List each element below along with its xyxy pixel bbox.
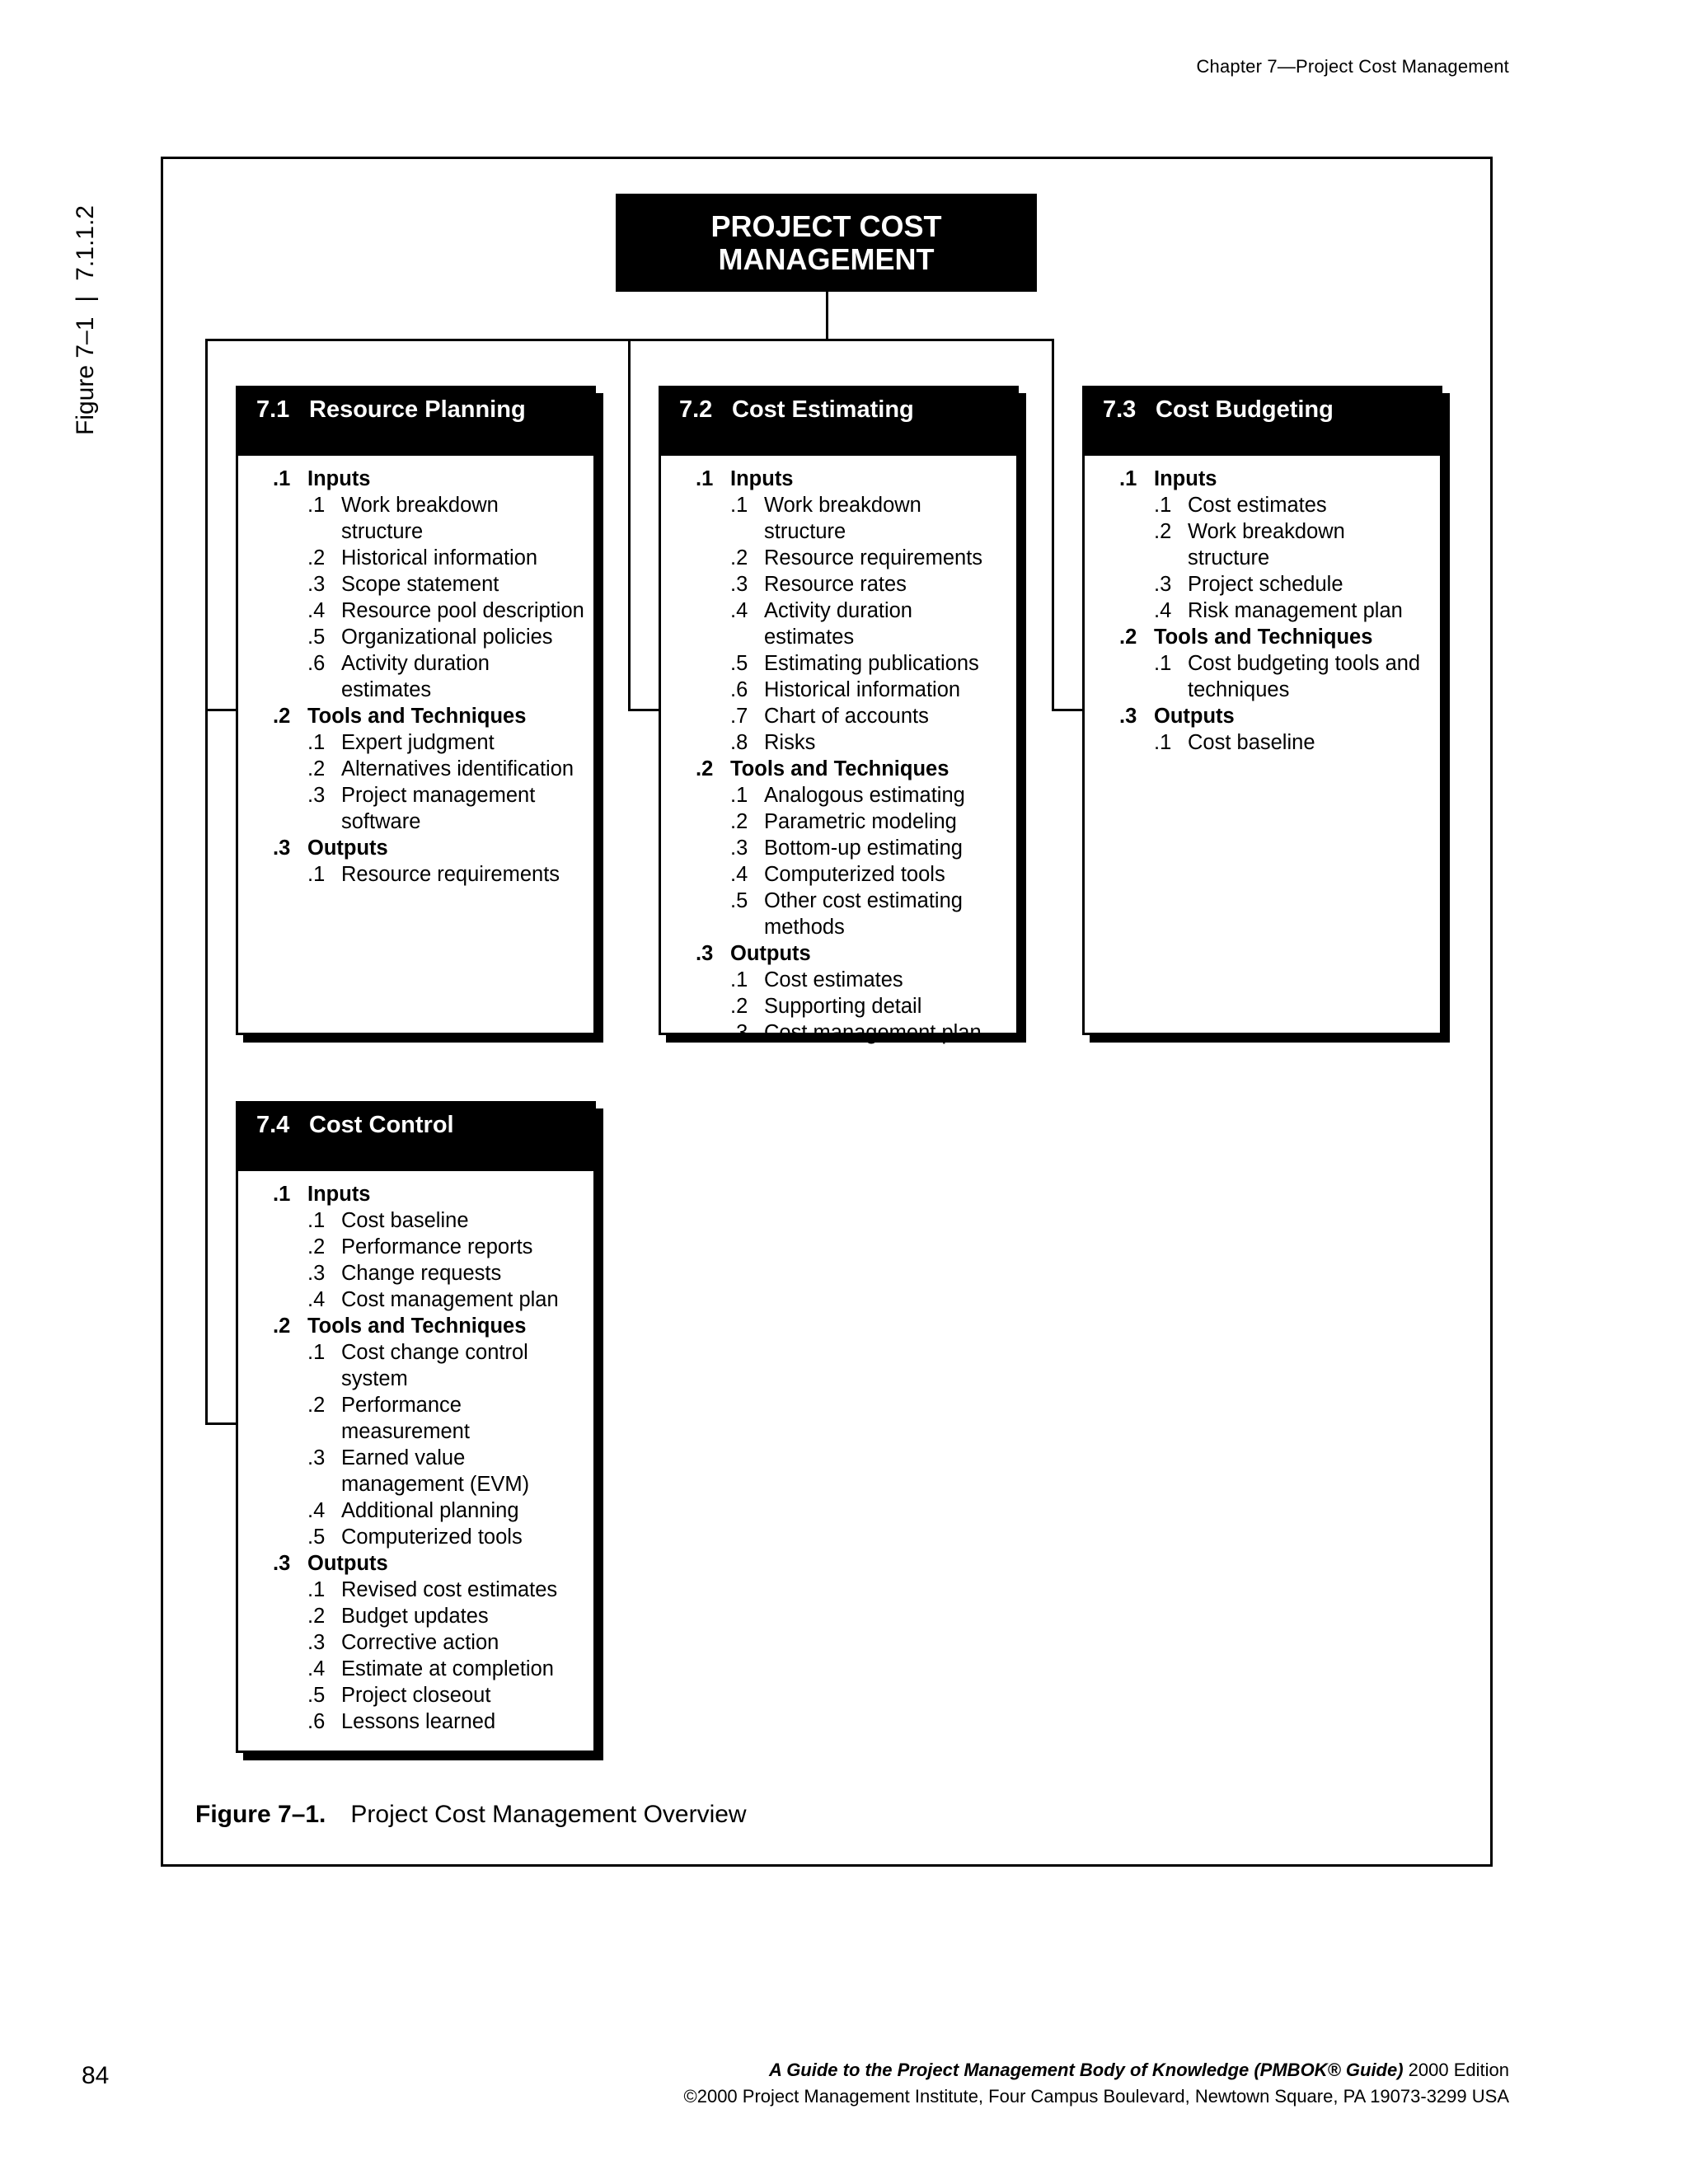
item-number: .6	[307, 652, 326, 675]
item-text: Computerized tools	[764, 863, 945, 886]
item-number: .2	[730, 810, 748, 833]
item-number: .5	[307, 626, 326, 649]
item-text: Risk management plan	[1188, 599, 1403, 622]
item-text: Bottom-up estimating	[764, 837, 963, 860]
section-title: Tools and Techniques	[1154, 626, 1373, 649]
item-number: .1	[307, 863, 326, 886]
section-heading	[1119, 466, 1440, 492]
footer-edition: 2000 Edition	[1403, 2060, 1509, 2080]
list-item	[696, 492, 1016, 545]
section-title: Inputs	[1154, 467, 1217, 490]
item-number: .2	[307, 1235, 326, 1258]
item-text: Project management software	[341, 784, 536, 833]
section-number: .2	[273, 1315, 291, 1338]
process-name: Cost Estimating	[732, 396, 914, 423]
section-heading	[273, 1313, 593, 1339]
list-item	[273, 1445, 593, 1497]
item-text: Performance measurement	[341, 1394, 470, 1443]
section-heading	[1119, 703, 1440, 729]
footer-guide-line	[684, 2057, 1509, 2083]
connector-left-tick-4	[205, 1422, 238, 1425]
list-item	[273, 756, 593, 782]
item-text: Estimate at completion	[341, 1657, 554, 1680]
list-item	[696, 835, 1016, 861]
list-item	[696, 545, 1016, 571]
item-number: .1	[730, 494, 748, 517]
list-item	[273, 1392, 593, 1445]
section-title: Tools and Techniques	[730, 757, 950, 780]
list-item	[696, 729, 1016, 756]
item-number: .2	[307, 1394, 326, 1417]
section-heading	[696, 756, 1016, 782]
item-number: .1	[730, 968, 748, 991]
list-item	[1119, 598, 1440, 624]
footer-guide-title: A Guide to the Project Management Body of Knowledge (PMBOK® Guide)	[769, 2060, 1404, 2080]
connector-title-stem	[826, 292, 828, 340]
process-box-resource-planning	[236, 386, 596, 1035]
list-item	[696, 703, 1016, 729]
item-text: Cost estimates	[764, 968, 903, 991]
item-number: .3	[307, 1631, 326, 1654]
connector-right-tick	[1052, 709, 1085, 711]
item-number: .3	[307, 1446, 326, 1469]
side-figure-number: Figure 7–1	[72, 316, 99, 435]
footer-citation	[684, 2057, 1509, 2110]
item-number: .8	[730, 731, 748, 754]
page-number: 84	[82, 2062, 110, 2089]
process-number: 7.1	[256, 396, 290, 423]
list-item	[273, 1708, 593, 1735]
item-text: Project schedule	[1188, 573, 1343, 596]
item-text: Lessons learned	[341, 1710, 496, 1733]
list-item	[273, 1682, 593, 1708]
process-name: Cost Budgeting	[1156, 396, 1334, 423]
side-figure-label	[69, 155, 102, 435]
item-text: Project closeout	[341, 1684, 491, 1707]
item-text: Change requests	[341, 1262, 502, 1285]
item-number: .6	[307, 1710, 326, 1733]
item-number: .2	[730, 995, 748, 1018]
item-number: .1	[307, 1578, 326, 1601]
side-separator: |	[72, 295, 99, 302]
list-item	[273, 1629, 593, 1656]
list-item	[1119, 650, 1440, 703]
section-number: .1	[273, 467, 291, 490]
section-title: Tools and Techniques	[307, 1315, 527, 1338]
list-item	[273, 650, 593, 703]
list-item	[696, 967, 1016, 993]
section-number: .2	[273, 705, 291, 728]
section-title: Inputs	[307, 467, 371, 490]
list-item	[273, 545, 593, 571]
process-name: Cost Control	[309, 1112, 454, 1138]
list-item	[273, 1524, 593, 1550]
item-text: Expert judgment	[341, 731, 495, 754]
item-number: .1	[307, 494, 326, 517]
item-number: .3	[730, 837, 748, 860]
item-text: Risks	[764, 731, 816, 754]
connector-right-vertical	[1052, 339, 1054, 711]
item-text: Revised cost estimates	[341, 1578, 558, 1601]
list-item	[696, 571, 1016, 598]
item-text: Cost baseline	[341, 1209, 469, 1232]
item-number: .4	[307, 1288, 326, 1311]
list-item	[696, 993, 1016, 1019]
item-text: Resource rates	[764, 573, 907, 596]
list-item	[273, 492, 593, 545]
section-number: .2	[696, 757, 714, 780]
section-number: .3	[273, 837, 291, 860]
item-text: Cost management plan	[341, 1288, 559, 1311]
section-heading	[273, 703, 593, 729]
section-title: Inputs	[730, 467, 794, 490]
item-number: .1	[307, 1341, 326, 1364]
chart-title-line-1: PROJECT COST	[710, 209, 942, 243]
item-text: Work breakdown structure	[1188, 520, 1345, 569]
chart-title-line-2: MANAGEMENT	[718, 241, 935, 276]
item-number: .1	[1154, 731, 1172, 754]
item-text: Historical information	[764, 678, 961, 701]
process-card	[236, 1101, 596, 1753]
item-number: .2	[1154, 520, 1172, 543]
section-heading	[696, 466, 1016, 492]
item-text: Alternatives identification	[341, 757, 574, 780]
section-number: .3	[273, 1552, 291, 1575]
process-header	[238, 1104, 593, 1171]
item-text: Resource pool description	[341, 599, 584, 622]
item-number: .1	[1154, 652, 1172, 675]
connector-left-vertical	[205, 339, 208, 1425]
list-item	[273, 1656, 593, 1682]
process-box-cost-budgeting	[1082, 386, 1442, 1035]
running-header: Chapter 7—Project Cost Management	[1196, 56, 1509, 77]
section-title: Tools and Techniques	[307, 705, 527, 728]
item-text: Cost budgeting tools and techniques	[1188, 652, 1421, 701]
figure-caption	[195, 1801, 747, 1829]
process-name: Resource Planning	[309, 396, 526, 423]
section-title: Inputs	[307, 1183, 371, 1206]
item-text: Resource requirements	[764, 546, 983, 569]
list-item	[1119, 571, 1440, 598]
section-heading	[273, 466, 593, 492]
item-text: Scope statement	[341, 573, 499, 596]
section-number: .3	[1119, 705, 1137, 728]
item-number: .7	[730, 705, 748, 728]
list-item	[696, 677, 1016, 703]
section-title: Outputs	[307, 837, 388, 860]
section-heading	[1119, 624, 1440, 650]
footer-copyright: ©2000 Project Management Institute, Four Campus Boulevard, Newtown Square, PA 19073-3299 USA	[683, 2086, 1509, 2107]
process-number: 7.2	[679, 396, 713, 423]
item-text: Cost management plan	[764, 1021, 982, 1044]
item-text: Historical information	[341, 546, 538, 569]
item-number: .4	[307, 1499, 326, 1522]
item-number: .3	[307, 1262, 326, 1285]
item-text: Cost change control system	[341, 1341, 528, 1390]
list-item	[273, 1603, 593, 1629]
process-card	[659, 386, 1019, 1044]
item-number: .5	[730, 652, 748, 675]
item-text: Performance reports	[341, 1235, 533, 1258]
item-number: .4	[307, 1657, 326, 1680]
item-text: Activity duration estimates	[764, 599, 912, 649]
list-item	[273, 571, 593, 598]
item-number: .5	[307, 1684, 326, 1707]
side-section-number: 7.1.1.2	[72, 205, 99, 281]
list-item	[273, 1339, 593, 1392]
section-heading	[273, 1181, 593, 1207]
item-number: .4	[730, 863, 748, 886]
list-item	[696, 1019, 1016, 1046]
section-number: .1	[273, 1183, 291, 1206]
process-card	[236, 386, 596, 1035]
section-number: .1	[1119, 467, 1137, 490]
section-heading	[696, 940, 1016, 967]
section-number: .3	[696, 942, 714, 965]
list-item	[273, 729, 593, 756]
list-item	[273, 624, 593, 650]
item-number: .4	[307, 599, 326, 622]
section-title: Outputs	[730, 942, 811, 965]
item-text: Additional planning	[341, 1499, 519, 1522]
list-item	[273, 598, 593, 624]
item-text: Earned value management (EVM)	[341, 1446, 530, 1496]
section-heading	[273, 1550, 593, 1577]
process-body	[661, 456, 1016, 1046]
process-header	[1085, 388, 1440, 456]
item-number: .3	[1154, 573, 1172, 596]
item-text: Activity duration estimates	[341, 652, 490, 701]
item-number: .1	[1154, 494, 1172, 517]
list-item	[273, 1286, 593, 1313]
item-number: .3	[307, 573, 326, 596]
list-item	[273, 861, 593, 888]
list-item	[1119, 492, 1440, 518]
list-item	[696, 650, 1016, 677]
item-text: Analogous estimating	[764, 784, 965, 807]
section-title: Outputs	[307, 1552, 388, 1575]
item-text: Supporting detail	[764, 995, 922, 1018]
connector-middle-vertical	[628, 339, 631, 711]
item-text: Other cost estimating methods	[764, 889, 963, 939]
section-number: .2	[1119, 626, 1137, 649]
process-header	[238, 388, 593, 456]
process-body	[238, 1171, 593, 1735]
item-text: Work breakdown structure	[764, 494, 921, 543]
item-text: Corrective action	[341, 1631, 499, 1654]
process-card	[1082, 386, 1442, 1035]
item-number: .1	[307, 731, 326, 754]
list-item	[273, 1234, 593, 1260]
list-item	[696, 782, 1016, 808]
list-item	[696, 861, 1016, 888]
item-number: .5	[730, 889, 748, 912]
caption-text: Project Cost Management Overview	[350, 1801, 747, 1828]
list-item	[273, 1207, 593, 1234]
section-number: .1	[696, 467, 714, 490]
list-item	[696, 808, 1016, 835]
list-item	[273, 1577, 593, 1603]
list-item	[273, 1260, 593, 1286]
caption-label: Figure 7–1.	[195, 1801, 326, 1828]
list-item	[696, 598, 1016, 650]
process-number: 7.3	[1103, 396, 1137, 423]
item-number: .3	[730, 1021, 748, 1044]
item-text: Estimating publications	[764, 652, 979, 675]
connector-middle-tick	[628, 709, 661, 711]
list-item	[1119, 518, 1440, 571]
item-number: .4	[1154, 599, 1172, 622]
item-text: Chart of accounts	[764, 705, 929, 728]
process-box-cost-control	[236, 1101, 596, 1753]
process-body	[238, 456, 593, 888]
item-number: .3	[730, 573, 748, 596]
item-number: .2	[730, 546, 748, 569]
process-box-cost-estimating	[659, 386, 1019, 1044]
item-number: .3	[307, 784, 326, 807]
item-number: .2	[307, 546, 326, 569]
item-number: .2	[307, 1605, 326, 1628]
process-number: 7.4	[256, 1112, 290, 1138]
item-text: Budget updates	[341, 1605, 489, 1628]
process-body	[1085, 456, 1440, 756]
item-text: Organizational policies	[341, 626, 553, 649]
section-title: Outputs	[1154, 705, 1235, 728]
list-item	[1119, 729, 1440, 756]
item-text: Resource requirements	[341, 863, 560, 886]
item-number: .2	[307, 757, 326, 780]
item-text: Computerized tools	[341, 1526, 523, 1549]
item-number: .4	[730, 599, 748, 622]
item-number: .1	[730, 784, 748, 807]
item-text: Cost estimates	[1188, 494, 1327, 517]
item-number: .5	[307, 1526, 326, 1549]
connector-left-tick-1	[205, 709, 238, 711]
list-item	[273, 782, 593, 835]
list-item	[273, 1497, 593, 1524]
chart-title-box	[616, 194, 1037, 292]
list-item	[696, 888, 1016, 940]
item-number: .1	[307, 1209, 326, 1232]
item-number: .6	[730, 678, 748, 701]
item-text: Parametric modeling	[764, 810, 957, 833]
section-heading	[273, 835, 593, 861]
item-text: Work breakdown structure	[341, 494, 499, 543]
item-text: Cost baseline	[1188, 731, 1315, 754]
process-header	[661, 388, 1016, 456]
